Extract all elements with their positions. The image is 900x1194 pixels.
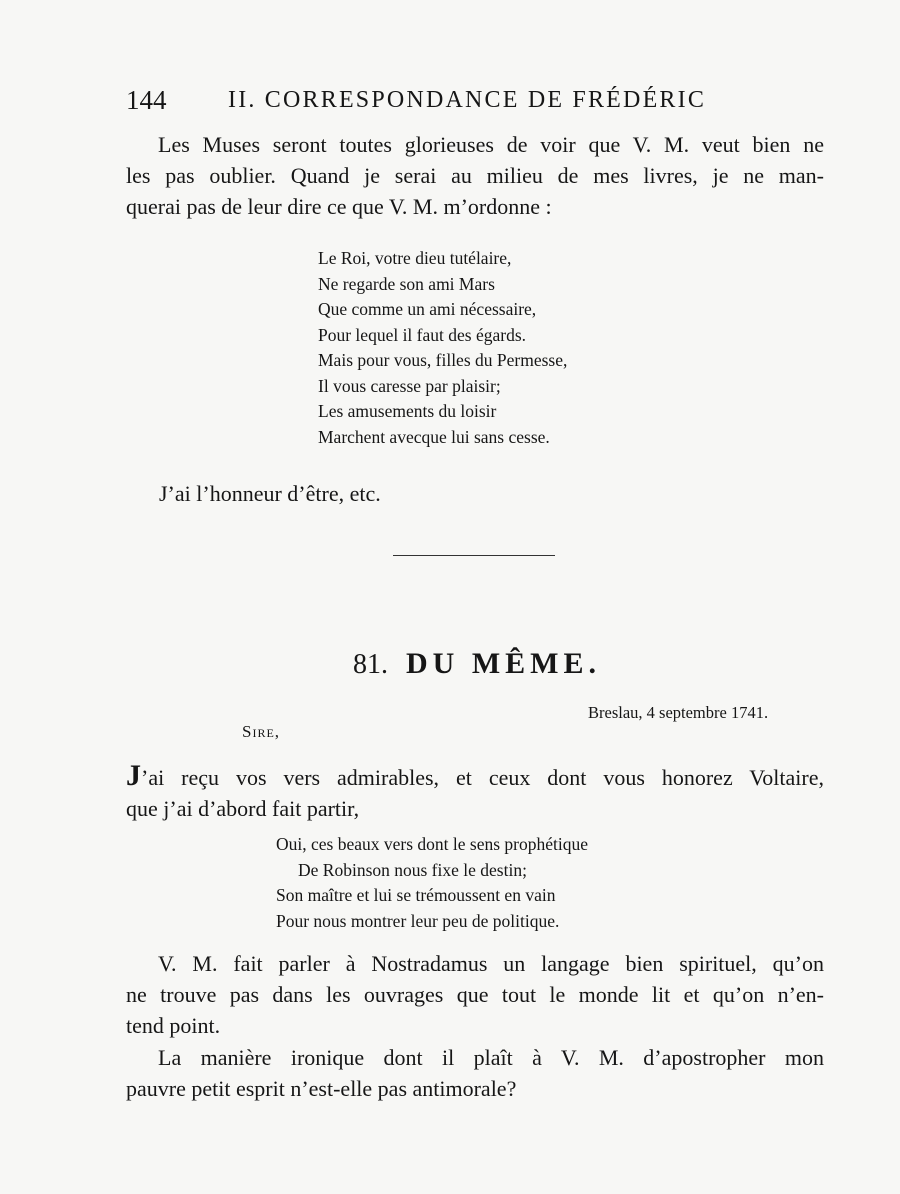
letter-81-heading xyxy=(353,644,601,689)
verse-line: Oui, ces beaux vers dont le sens prophétique xyxy=(276,834,589,854)
letter-number: 81. xyxy=(353,649,388,680)
letter-80-closing: J’ai l’honneur d’être, etc. xyxy=(159,481,381,506)
verse-line: De Robinson nous fixe le destin; xyxy=(298,859,527,880)
text-line xyxy=(126,760,824,793)
letter-81-opening xyxy=(126,760,824,824)
letter-81-paragraph-2 xyxy=(126,948,824,1041)
verse-line: Il vous caresse par plaisir; xyxy=(318,375,501,396)
text-line: tend point. xyxy=(126,1013,221,1038)
text-line: ne trouve pas dans les ouvrages que tout le monde lit et qu’on n’en- xyxy=(126,982,824,1007)
letter-80-paragraph xyxy=(126,129,824,222)
text-line: V. M. fait parler à Nostradamus un langage bien spirituel, qu’on xyxy=(158,951,824,976)
text-line: La manière ironique dont il plaît à V. M. d’apostropher mon xyxy=(158,1045,824,1070)
text-line: que j’ai d’abord fait partir, xyxy=(126,796,360,821)
salutation: Sire, xyxy=(242,722,281,741)
running-head-title: II. CORRESPONDANCE DE FRÉDÉRIC xyxy=(228,87,707,113)
dateline: Breslau, 4 septembre 1741. xyxy=(588,703,769,722)
letter-81-paragraph-3 xyxy=(126,1042,824,1104)
verse-line: Le Roi, votre dieu tutélaire, xyxy=(318,248,512,268)
verse-line: Pour lequel il faut des égards. xyxy=(318,324,527,345)
text-line: les pas oublier. Quand je serai au milieu de mes livres, je ne man- xyxy=(126,163,824,188)
verse-line: Que comme un ami nécessaire, xyxy=(318,299,537,319)
letter-81-verse xyxy=(276,832,588,934)
drop-cap: J xyxy=(126,759,141,792)
verse-line: Son maître et lui se trémoussent en vain xyxy=(276,885,556,905)
running-head xyxy=(126,84,726,116)
text-line: Les Muses seront toutes glorieuses de voir que V. M. veut bien ne xyxy=(158,132,824,157)
letter-80-verse xyxy=(318,246,567,450)
page-number: 144 xyxy=(126,85,167,115)
verse-line: Ne regarde son ami Mars xyxy=(318,273,495,294)
text-line-rest: ’ai reçu vos vers admirables, et ceux dont vous honorez Voltaire, xyxy=(141,765,824,790)
text-line: querai pas de leur dire ce que V. M. m’ordonne : xyxy=(126,194,552,219)
verse-line: Pour nous montrer leur peu de politique. xyxy=(276,910,560,931)
text-line: pauvre petit esprit n’est-elle pas antimorale? xyxy=(126,1076,517,1101)
verse-line: Marchent avecque lui sans cesse. xyxy=(318,426,550,447)
verse-line: Mais pour vous, filles du Permesse, xyxy=(318,350,568,370)
verse-line: Les amusements du loisir xyxy=(318,401,497,421)
letter-title: DU MÊME. xyxy=(406,647,601,680)
section-divider xyxy=(393,555,555,556)
